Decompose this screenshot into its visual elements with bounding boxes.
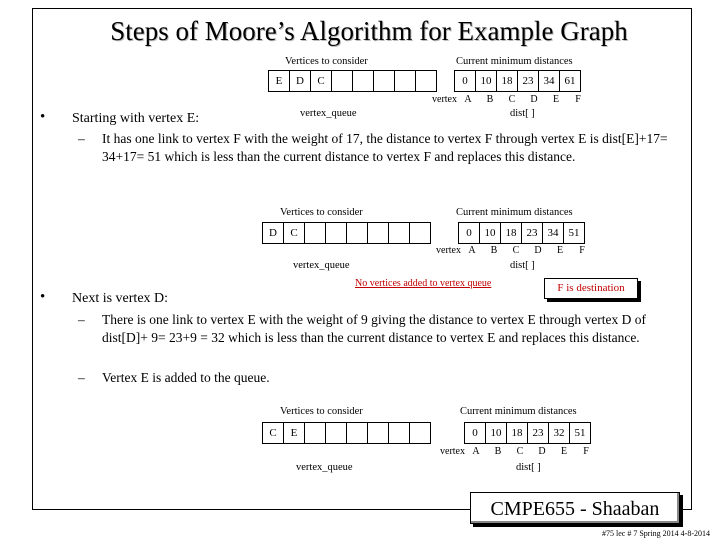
destination-note: F is destination [544, 278, 638, 299]
current-min-distances-label: Current minimum distances [456, 207, 573, 218]
queue-cell [410, 423, 431, 444]
vertex-label: F [575, 94, 581, 105]
vertex-prefix: vertex [436, 245, 461, 256]
dist-cell: 0 [465, 423, 486, 444]
vertex-queue-table [262, 222, 431, 244]
vertex-label: E [552, 94, 560, 105]
vertex-queue-table [262, 422, 431, 444]
vertex-label: A [464, 94, 472, 105]
vertex-prefix: vertex [432, 94, 457, 105]
dist-cell: 10 [476, 71, 497, 92]
current-min-distances-label: Current minimum distances [456, 56, 573, 67]
vertex-queue-label: vertex_queue [300, 108, 357, 119]
vertex-label-row [432, 94, 589, 105]
dist-cell: 10 [486, 423, 507, 444]
queue-cell [326, 423, 347, 444]
slide-title: Steps of Moore’s Algorithm for Example Graph [110, 16, 628, 46]
queue-cell [416, 71, 437, 92]
queue-cell [332, 71, 353, 92]
dist-cell: 32 [549, 423, 570, 444]
step2-detail: There is one link to vertex E with the weight of 9 giving the distance to vertex E through vertex D of dist[D]+ 9= 23+9 = 32 which is less than the current distance to vertex E and replaces this distance. [102, 312, 646, 345]
dist-cell: 23 [528, 423, 549, 444]
vertex-label-row [440, 446, 597, 457]
vertex-label: B [486, 94, 494, 105]
dash-marker: – [78, 131, 85, 146]
slide-footer: #75 lec # 7 Spring 2014 4-8-2014 [602, 529, 710, 538]
queue-cell: C [311, 71, 332, 92]
queue-cell [368, 423, 389, 444]
dist-label: dist[ ] [510, 260, 535, 271]
vertex-label: A [468, 245, 476, 256]
queue-cell [368, 223, 389, 244]
queue-cell [389, 223, 410, 244]
vertex-label: C [512, 245, 520, 256]
step2-heading: Next is vertex D: [72, 291, 169, 306]
dist-cell: 51 [564, 223, 585, 244]
vertex-label: C [516, 446, 524, 457]
dash-marker: – [78, 312, 85, 327]
dist-cell: 34 [543, 223, 564, 244]
dash-marker: – [78, 370, 85, 385]
dist-label: dist[ ] [510, 108, 535, 119]
dist-cell: 34 [539, 71, 560, 92]
queue-cell [353, 71, 374, 92]
dist-cell: 23 [522, 223, 543, 244]
vertex-queue-label: vertex_queue [293, 260, 350, 271]
queue-cell [395, 71, 416, 92]
queue-cell: E [284, 423, 305, 444]
vertices-to-consider-label: Vertices to consider [285, 56, 368, 67]
queue-cell [305, 423, 326, 444]
queue-cell [410, 223, 431, 244]
dist-cell: 0 [459, 223, 480, 244]
queue-cell: E [269, 71, 290, 92]
vertex-queue-label: vertex_queue [296, 462, 353, 473]
dist-cell: 18 [507, 423, 528, 444]
queue-cell: C [284, 223, 305, 244]
dist-cell: 0 [455, 71, 476, 92]
vertices-to-consider-label: Vertices to consider [280, 406, 363, 417]
dist-cell: 61 [560, 71, 581, 92]
current-min-distances-label: Current minimum distances [460, 406, 577, 417]
no-vertices-note: No vertices added to vertex queue [355, 278, 492, 289]
dist-label: dist[ ] [516, 462, 541, 473]
queue-cell [347, 423, 368, 444]
dist-cell: 51 [570, 423, 591, 444]
dist-cell: 23 [518, 71, 539, 92]
step2-detail-2: Vertex E is added to the queue. [102, 370, 270, 385]
vertex-label: F [583, 446, 589, 457]
queue-cell: D [263, 223, 284, 244]
vertices-to-consider-label: Vertices to consider [280, 207, 363, 218]
queue-cell [374, 71, 395, 92]
queue-cell [305, 223, 326, 244]
queue-cell [389, 423, 410, 444]
dist-cell: 10 [480, 223, 501, 244]
vertex-label: C [508, 94, 516, 105]
queue-cell [347, 223, 368, 244]
vertex-label: E [560, 446, 568, 457]
vertex-label: B [494, 446, 502, 457]
vertex-label: D [530, 94, 538, 105]
dist-cell: 18 [497, 71, 518, 92]
dist-table [454, 70, 581, 92]
vertex-prefix: vertex [440, 446, 465, 457]
queue-cell: D [290, 71, 311, 92]
bullet-marker: • [40, 289, 46, 305]
dist-cell: 18 [501, 223, 522, 244]
vertex-label: D [538, 446, 546, 457]
vertex-label: F [579, 245, 585, 256]
vertex-label: D [534, 245, 542, 256]
step1-detail: It has one link to vertex F with the weight of 17, the distance to vertex F through vertex E is dist[E]+17= 34+17= 51 which is less than the current distance to vertex F and replaces this distance. [102, 131, 668, 164]
vertex-label-row [436, 245, 593, 256]
step1-heading: Starting with vertex E: [72, 111, 200, 126]
dist-table [458, 222, 585, 244]
queue-cell: C [263, 423, 284, 444]
course-logo: CMPE655 - Shaaban [470, 492, 680, 524]
bullet-marker: • [40, 109, 46, 125]
vertex-label: E [556, 245, 564, 256]
vertex-label: A [472, 446, 480, 457]
vertex-label: B [490, 245, 498, 256]
vertex-queue-table [268, 70, 437, 92]
queue-cell [326, 223, 347, 244]
dist-table [464, 422, 591, 444]
